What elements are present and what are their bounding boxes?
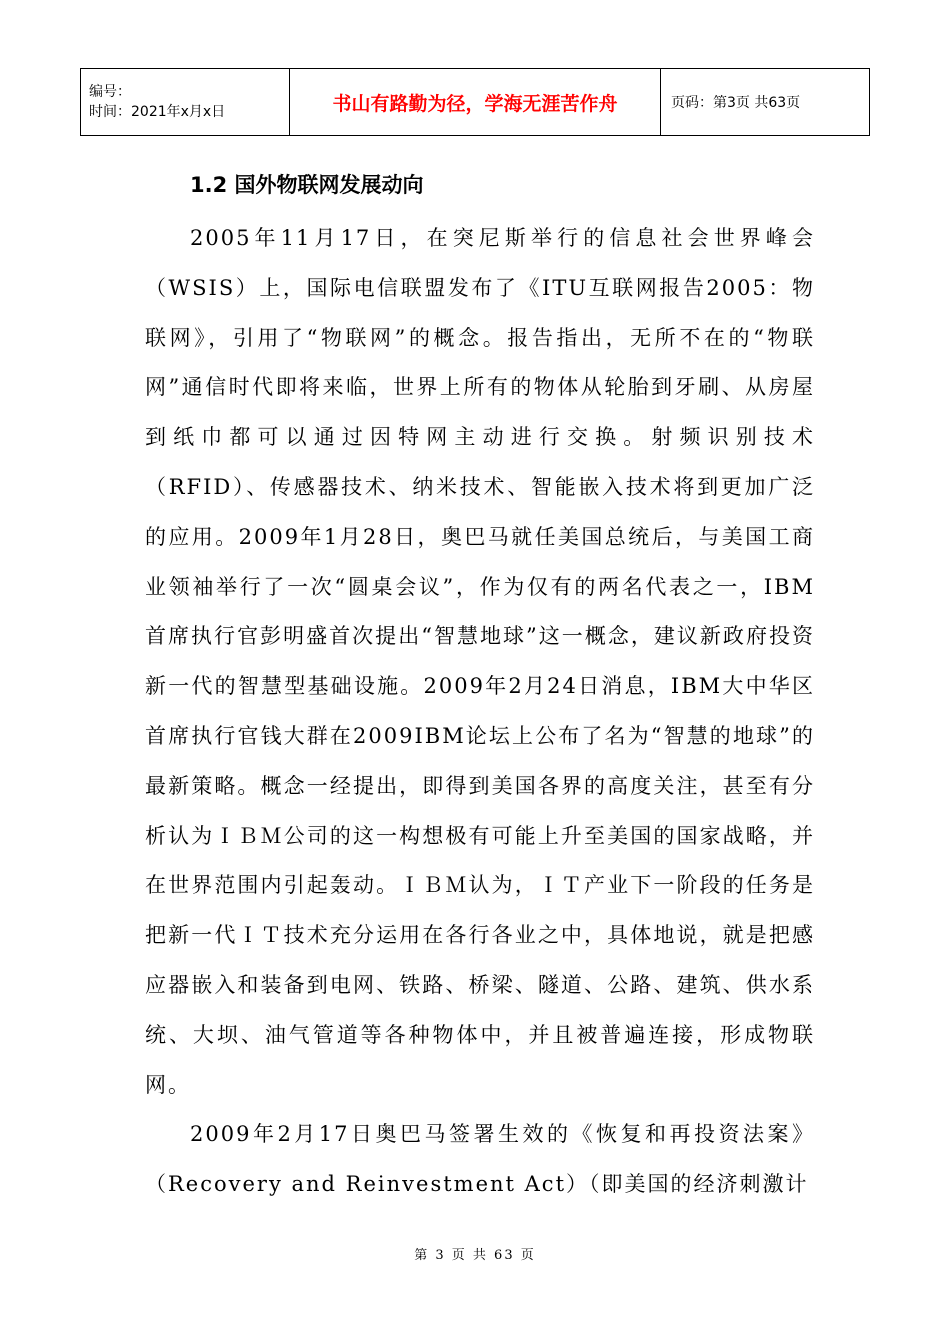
document-number-label: 编号： xyxy=(89,84,131,100)
body-paragraph: 2009年2月17日奥巴马签署生效的《恢复和再投资法案》（Recovery and Reinvestment Act）（即美国的经济刺激计 xyxy=(145,1122,815,1197)
document-header xyxy=(80,68,870,136)
document-date: 时间：2021年x月x日 xyxy=(89,104,226,120)
document-body xyxy=(145,166,815,1210)
section-heading: 1.2 国外物联网发展动向 xyxy=(190,173,424,197)
body-paragraph: 2005年11月17日，在突尼斯举行的信息社会世界峰会（WSIS）上，国际电信联盟发布了《ITU互联网报告2005：物联网》，引用了“物联网”的概念。报告指出，无所不在的“物联网”通信时代即将来临，世界上所有的物体从轮胎到牙刷、从房屋到纸巾都可以通过因特网主动进行交换。射频识别技术（RFID）、传感器技术、纳米技术、智能嵌入技术将到更加广泛的应用。2009年1月28日，奥巴马就任美国总统后，与美国工商业领袖举行了一次“圆桌会议”，作为仅有的两名代表之一，IBM首席执行官彭明盛首次提出“智慧地球”这一概念，建议新政府投资新一代的智慧型基础设施。2009年2月24日消息，IBM大中华区首席执行官钱大群在2009IBM论坛上公布了名为“智慧的地球”的最新策略。概念一经提出，即得到美国各界的高度关注，甚至有分析认为ＩＢＭ公司的这一构想极有可能上升至美国的国家战略，并在世界范围内引起轰动。ＩＢＭ认为，ＩＴ产业下一阶段的任务是把新一代ＩＴ技术充分运用在各行各业之中，具体地说，就是把感应器嵌入和装备到电网、铁路、桥梁、隧道、公路、建筑、供水系统、大坝、油气管道等各种物体中，并且被普遍连接，形成物联网。 xyxy=(145,226,815,1097)
header-page-info: 页码：第3页 共63页 xyxy=(661,69,870,136)
header-meta-cell xyxy=(81,69,290,136)
page-footer: 第 3 页 共 63 页 xyxy=(414,1248,536,1263)
header-motto: 书山有路勤为径，学海无涯苦作舟 xyxy=(290,69,661,136)
